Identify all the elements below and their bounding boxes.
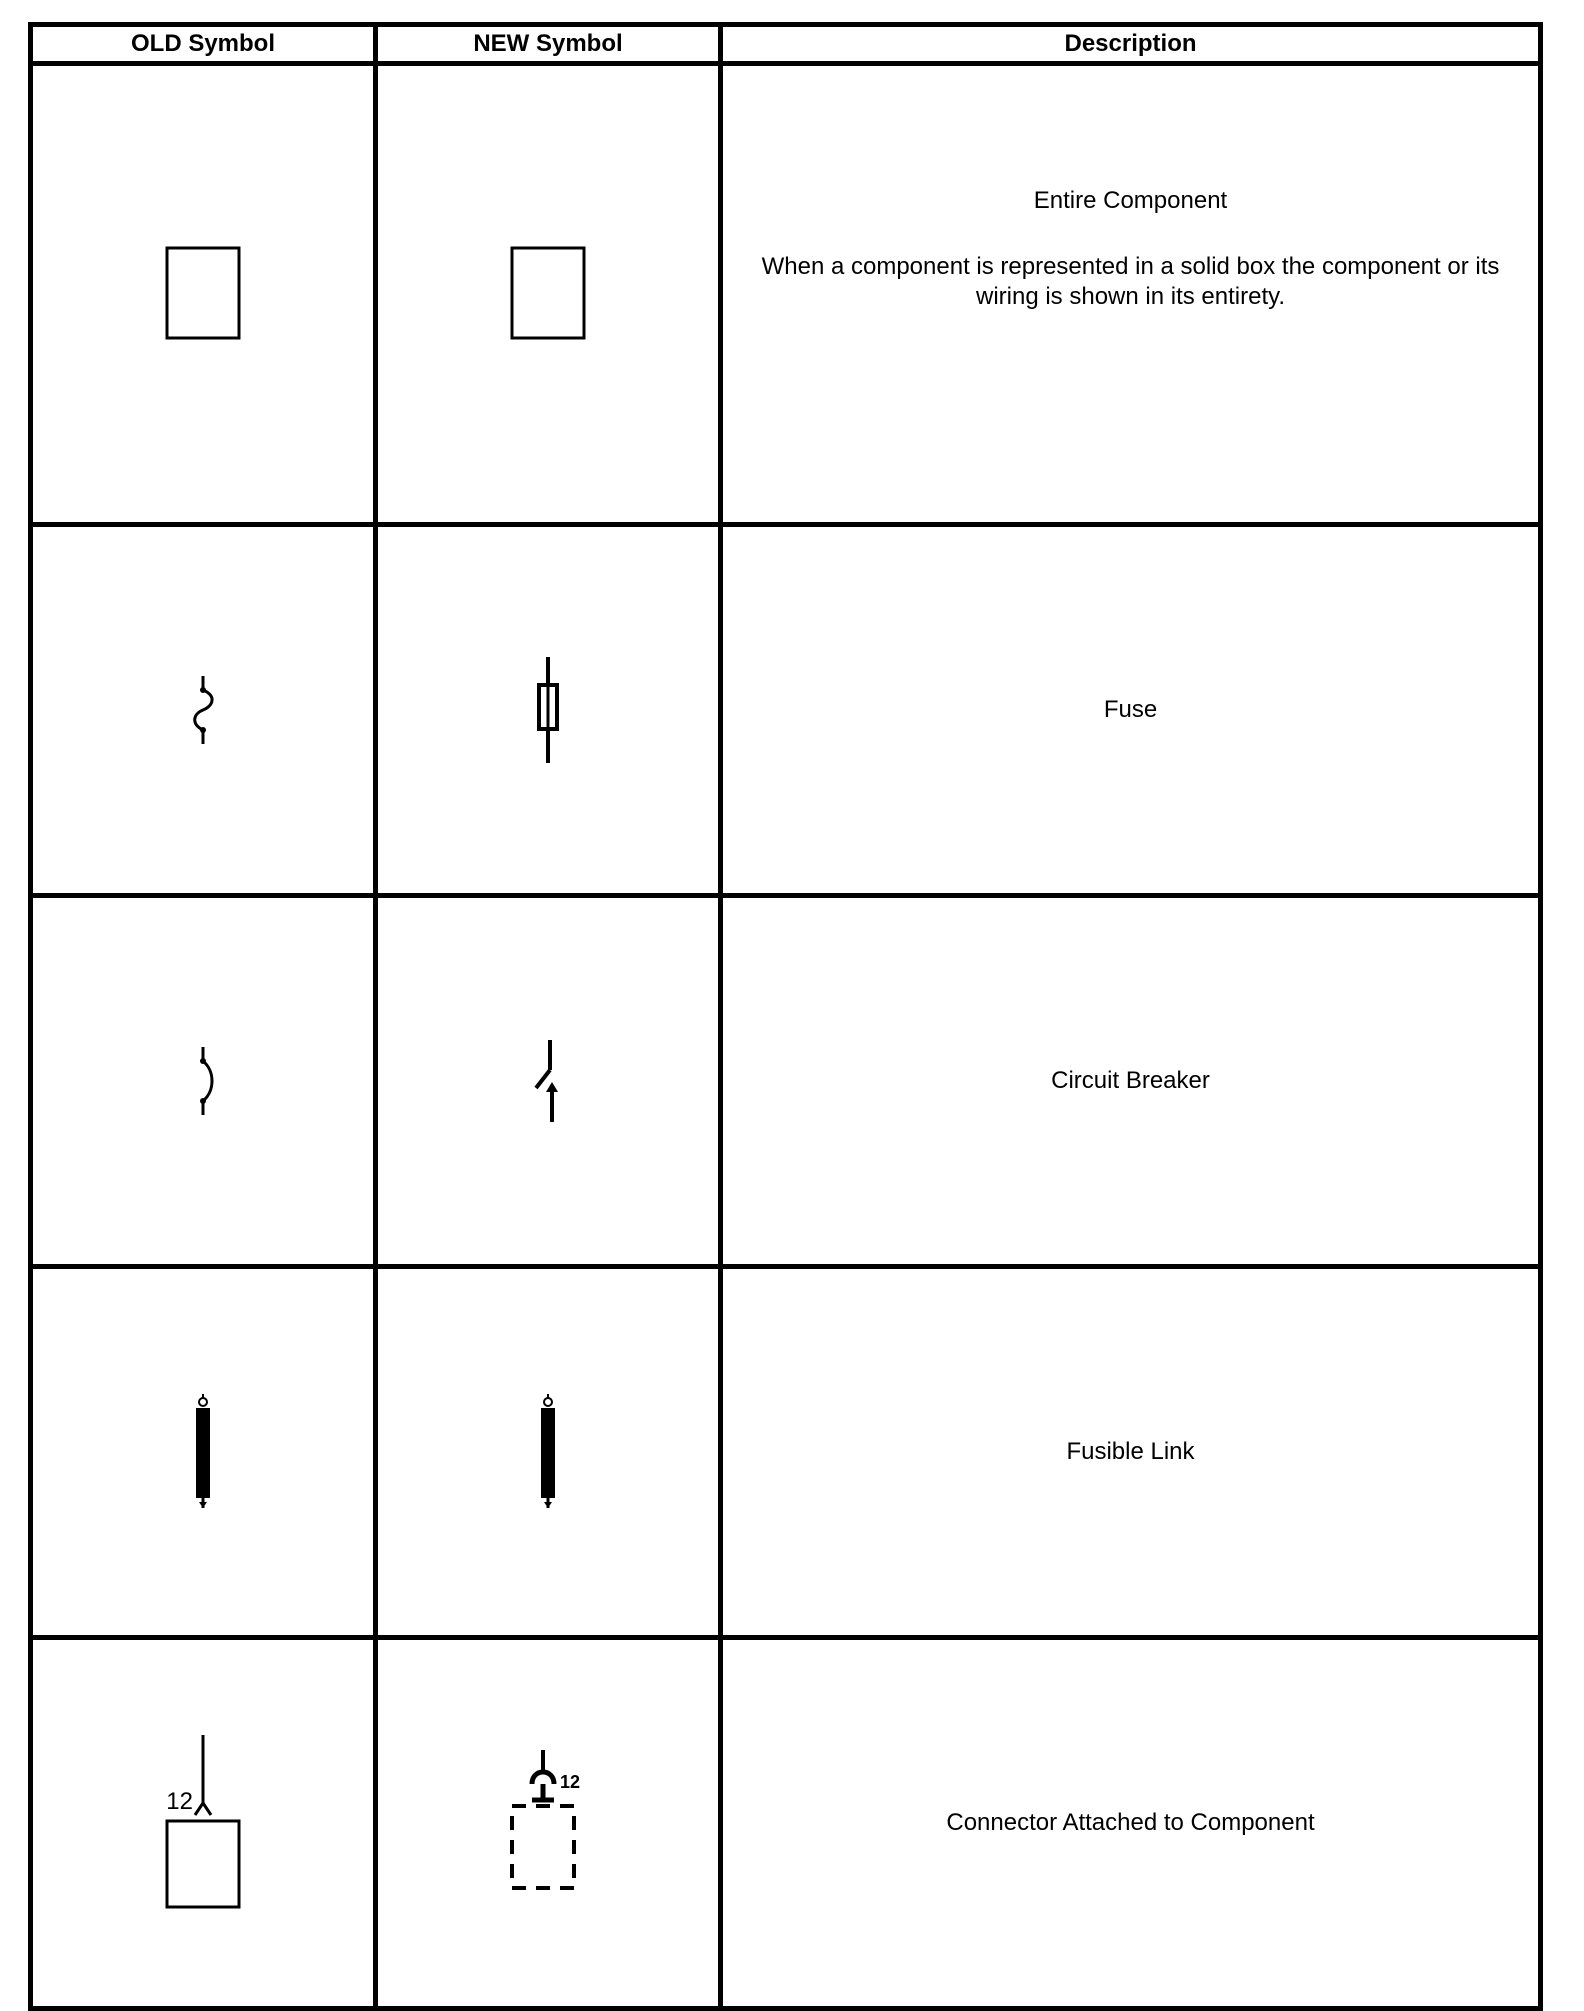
old-fuse-icon — [183, 670, 223, 750]
header-row — [31, 25, 1541, 64]
table-row-entire-component — [31, 64, 1541, 525]
solid-box-icon — [508, 244, 588, 344]
old-symbol-cell — [31, 1638, 376, 2009]
new-fuse-icon — [528, 655, 568, 765]
description-cell — [721, 1267, 1541, 1638]
new-connector-component-icon — [488, 1748, 608, 1898]
table-row-fusible-link — [31, 1267, 1541, 1638]
new-symbol-cell — [376, 1638, 721, 2009]
description-cell — [721, 1638, 1541, 2009]
table-row-fuse — [31, 525, 1541, 896]
pin-label: 12 — [166, 1788, 193, 1815]
old-symbol-cell — [31, 896, 376, 1267]
description-title: Fusible Link — [1066, 1438, 1195, 1465]
description-header: Description — [721, 25, 1541, 64]
new-circuit-breaker-icon — [528, 1036, 568, 1126]
new-symbol-cell — [376, 525, 721, 896]
old-symbol-cell — [31, 525, 376, 896]
description-note: When a component is represented in a solid box the component or its wiring is shown in its entirety. — [761, 253, 1500, 310]
description-title: Circuit Breaker — [1051, 1067, 1210, 1094]
description-cell — [721, 64, 1541, 525]
description-title: Fuse — [1103, 696, 1158, 723]
symbols-table — [28, 22, 1543, 2011]
new-symbol-cell — [376, 1267, 721, 1638]
table-row-connector — [31, 1638, 1541, 2009]
description-title: Entire Component — [1033, 187, 1228, 214]
pin-label: 12 — [560, 1772, 581, 1792]
new-symbol-header: NEW Symbol — [376, 25, 721, 64]
solid-box-icon — [163, 244, 243, 344]
new-symbol-cell — [376, 896, 721, 1267]
old-connector-component-icon — [143, 1733, 263, 1913]
description-title: Connector Attached to Component — [946, 1809, 1315, 1836]
old-fusible-link-icon — [188, 1392, 218, 1512]
old-symbol-cell — [31, 64, 376, 525]
table-row-circuit-breaker — [31, 896, 1541, 1267]
old-symbol-cell — [31, 1267, 376, 1638]
new-fusible-link-icon — [533, 1392, 563, 1512]
old-symbol-header: OLD Symbol — [31, 25, 376, 64]
description-cell — [721, 525, 1541, 896]
description-cell — [721, 896, 1541, 1267]
new-symbol-cell — [376, 64, 721, 525]
old-circuit-breaker-icon — [183, 1041, 223, 1121]
